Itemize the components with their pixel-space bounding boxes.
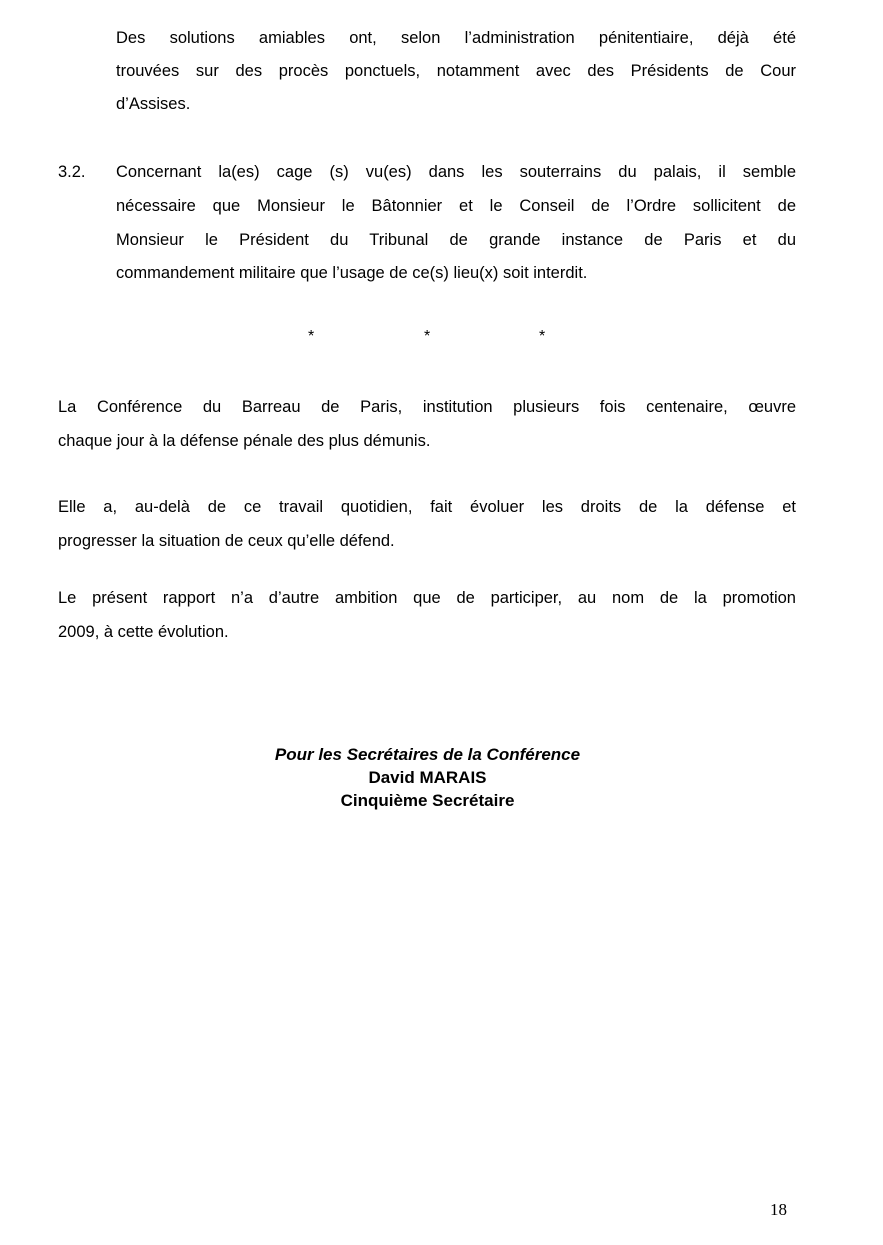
signature-heading: Pour les Secrétaires de la Conférence [274, 745, 581, 764]
text-line: trouvées sur des procès ponctuels, notamment avec des Présidents de Cour [116, 62, 796, 80]
text-line: commandement militaire que l’usage de ce(s) lieu(x) soit interdit. [116, 264, 588, 282]
text-line: Elle a, au-delà de ce travail quotidien, fait évoluer les droits de la défense et [58, 498, 796, 516]
text-line: progresser la situation de ceux qu’elle défend. [58, 532, 395, 550]
text-line: 2009, à cette évolution. [58, 623, 229, 641]
text-line: La Conférence du Barreau de Paris, institution plusieurs fois centenaire, œuvre [58, 398, 796, 416]
text-line: Monsieur le Président du Tribunal de grande instance de Paris et du [116, 231, 796, 249]
text-line: Le présent rapport n’a d’autre ambition que de participer, au nom de la promotion [58, 589, 796, 607]
page-number: 18 [770, 1200, 787, 1219]
text-line: Des solutions amiables ont, selon l’administration pénitentiaire, déjà été [116, 29, 796, 47]
text-line: d’Assises. [116, 95, 191, 113]
text-line: Concernant la(es) cage (s) vu(es) dans les souterrains du palais, il semble [116, 163, 796, 181]
separator-star: * [308, 328, 315, 345]
separator-star: * [539, 328, 546, 345]
text-line: nécessaire que Monsieur le Bâtonnier et le Conseil de l’Ordre sollicitent de [116, 197, 796, 215]
signature-title: Cinquième Secrétaire [340, 791, 515, 810]
separator-star: * [424, 328, 431, 345]
text-line: chaque jour à la défense pénale des plus démunis. [58, 432, 431, 450]
signature-name: David MARAIS [368, 768, 487, 787]
section-number: 3.2. [58, 163, 86, 181]
